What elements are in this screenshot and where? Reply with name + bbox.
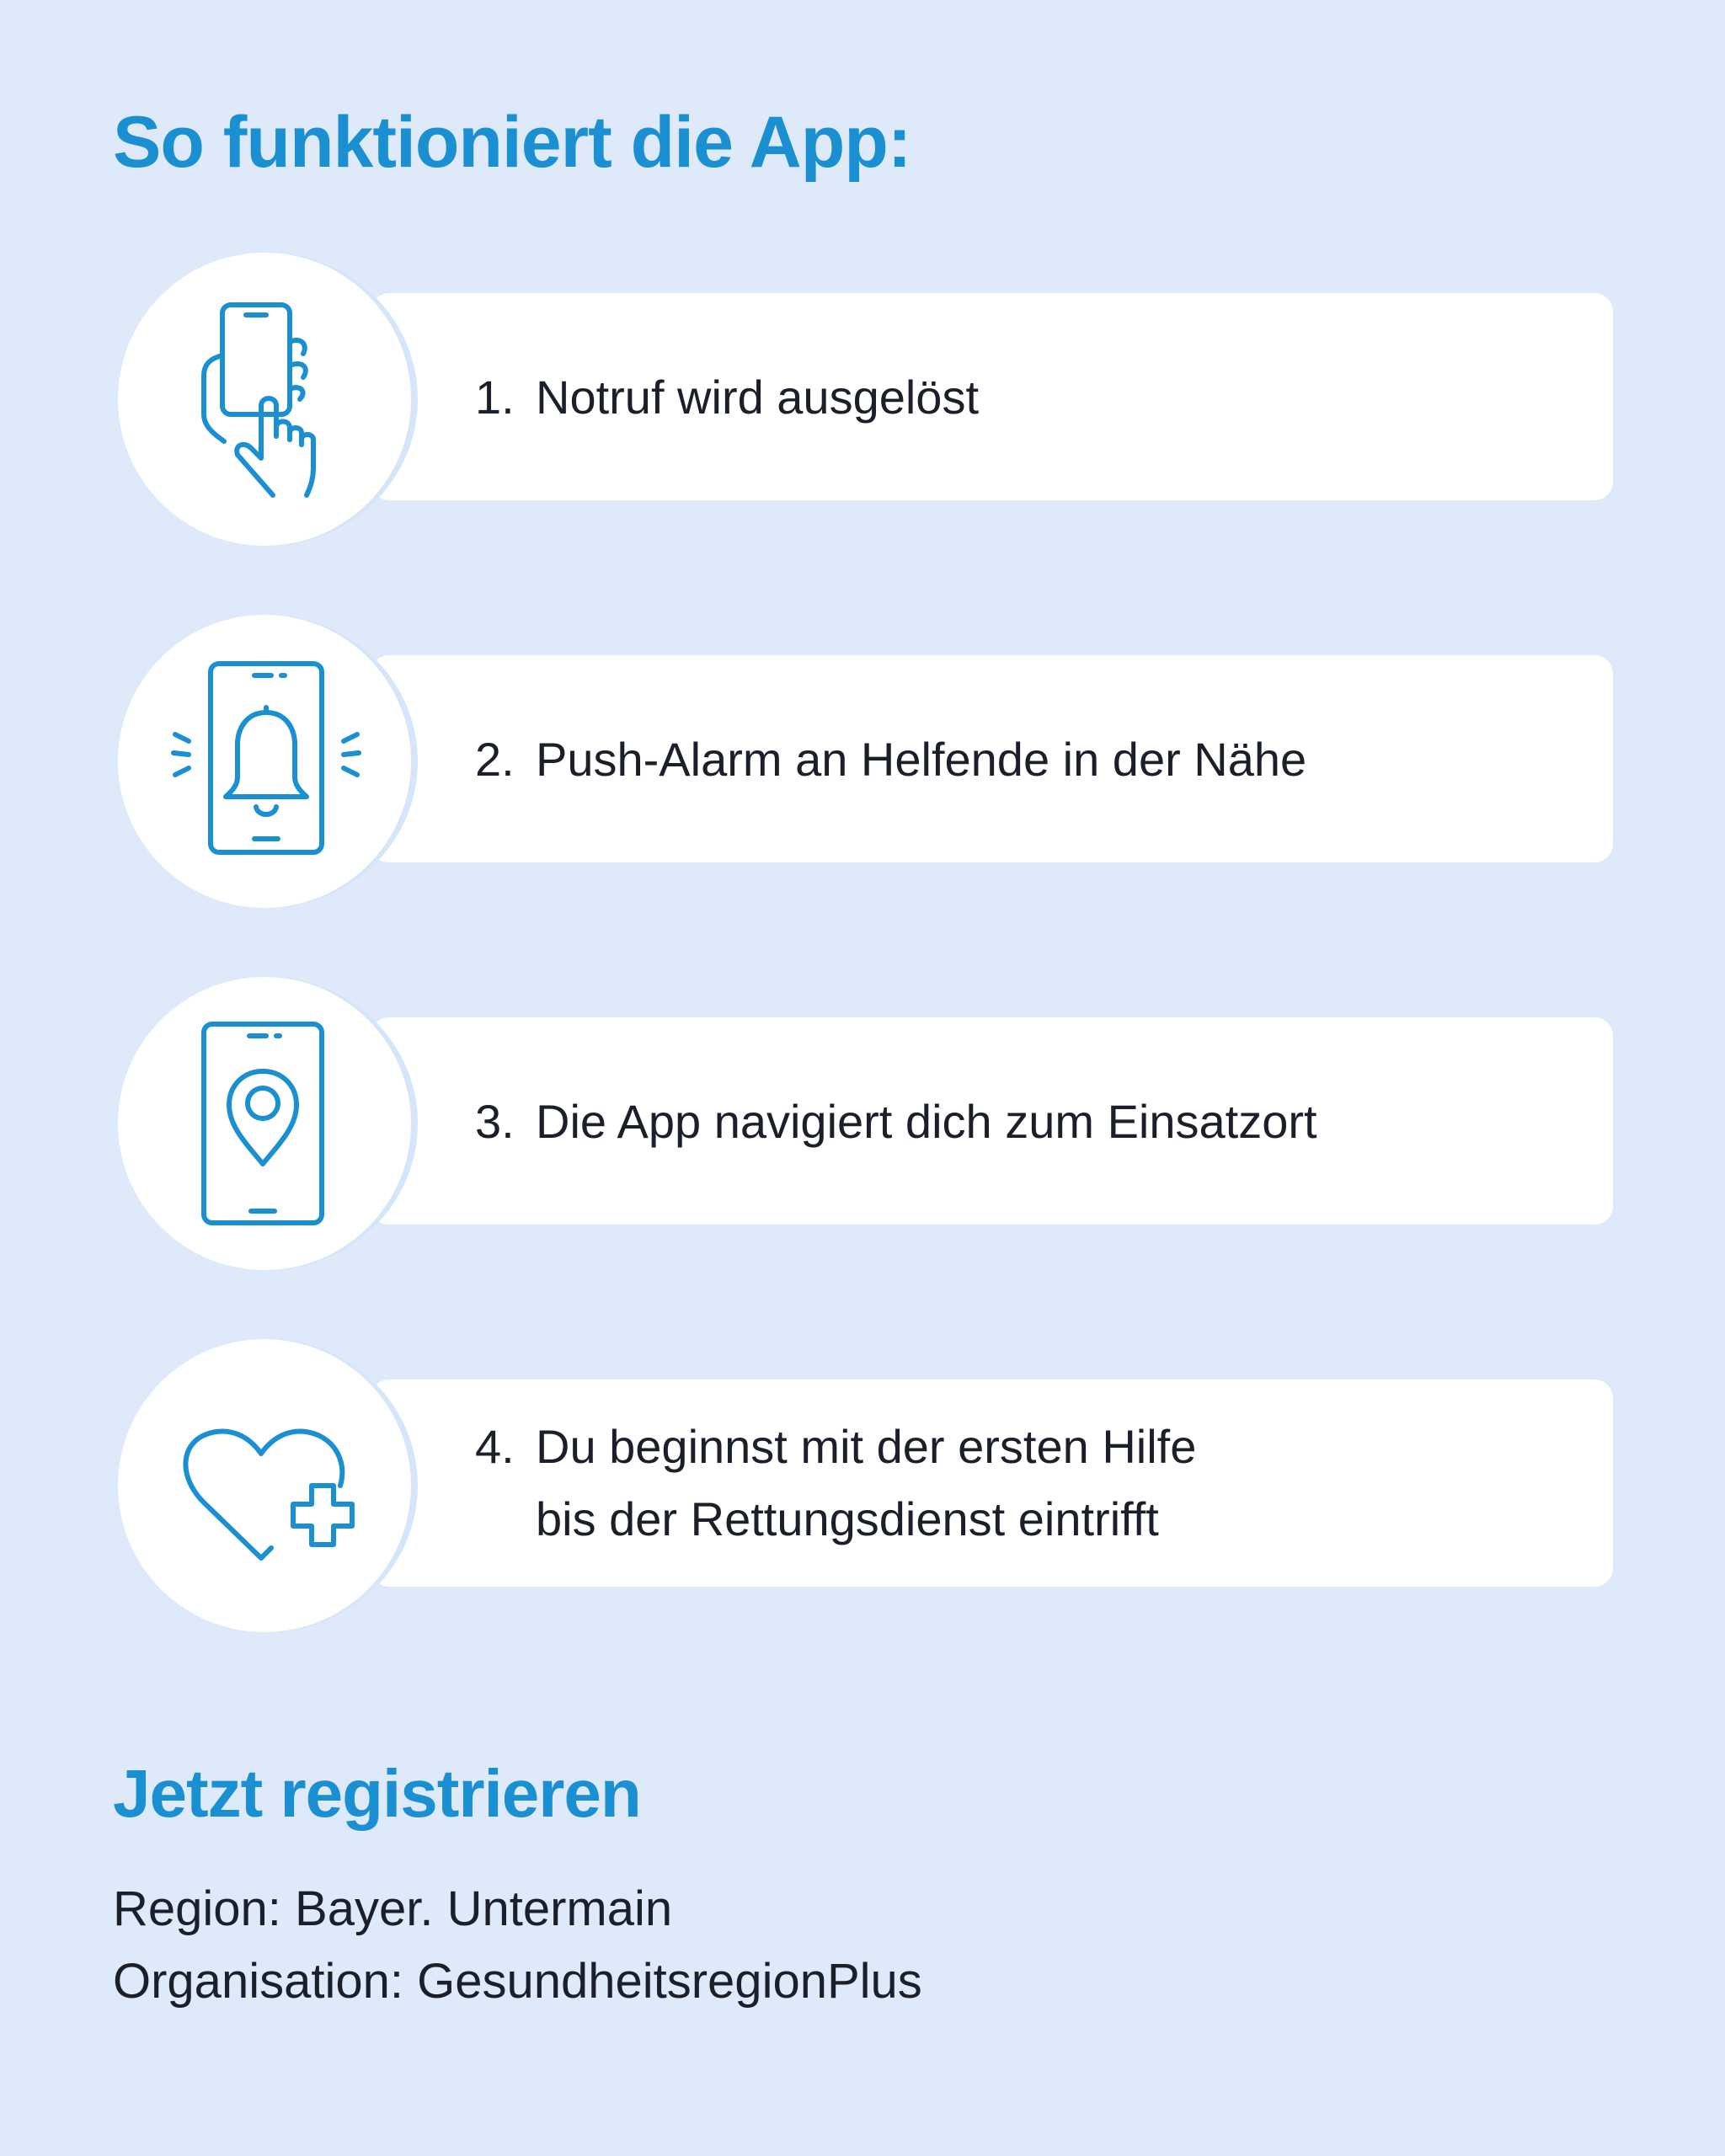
step-text: [475, 1017, 1317, 1225]
step-4: [0, 1336, 1725, 1639]
step-3: [0, 974, 1725, 1277]
heart-plus-icon: [155, 1374, 374, 1593]
phone-bell-alarm-icon: [155, 650, 374, 869]
region-text: Region: Bayer. Untermain: [113, 1881, 673, 1936]
phone-location-pin-icon: [155, 1012, 374, 1231]
page-title: So funktioniert die App:: [113, 102, 911, 183]
hand-phone-tap-icon: [155, 288, 374, 507]
step-label: Die App navigiert dich zum Einsatzort: [536, 1094, 1317, 1148]
step-label: Notruf wird ausgelöst: [536, 370, 980, 424]
step-number: 1.: [475, 370, 515, 424]
step-number: 3.: [475, 1094, 515, 1148]
step-number: 4.: [475, 1420, 515, 1473]
step-text: [475, 293, 979, 500]
step-2: [0, 611, 1725, 915]
step-text: [475, 655, 1306, 862]
step-1: [0, 249, 1725, 552]
organisation-text: Organisation: GesundheitsregionPlus: [113, 1954, 922, 2009]
step-text: [475, 1380, 1196, 1587]
step-number: 2.: [475, 732, 515, 786]
step-label-line-2: bis der Rettungsdienst eintrifft: [536, 1492, 1159, 1545]
register-title: Jetzt registrieren: [113, 1756, 641, 1831]
step-label: Push-Alarm an Helfende in der Nähe: [536, 732, 1307, 786]
step-label-line-1: Du beginnst mit der ersten Hilfe: [536, 1420, 1197, 1473]
